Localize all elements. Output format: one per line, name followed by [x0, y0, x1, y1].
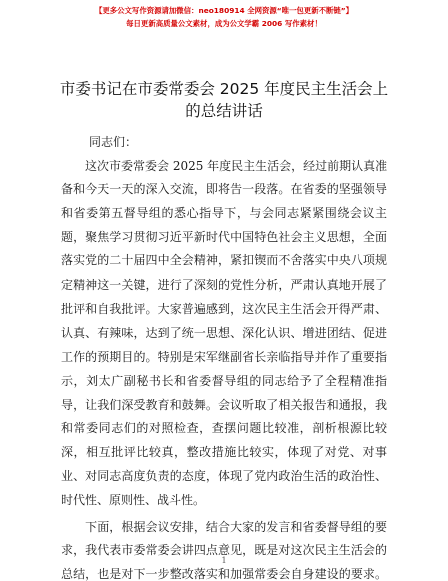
page-number: 1 — [221, 556, 227, 565]
document-title-line-2: 的总结讲话 — [185, 102, 263, 120]
body-line: 导，让我们深受教育和鼓舞。会议听取了相关报告和通报，我 — [61, 398, 388, 412]
document-title-line-1: 市委书记在市委常委会 2025 年度民主生活会上 — [59, 80, 389, 98]
body-line: 批评和自我批评。大家普遍感到，这次民主生活会开得严肃、 — [61, 302, 388, 316]
body-line: 这次市委常委会 2025 年度民主生活会，经过前期认真准 — [61, 159, 388, 173]
body-line: 工作的预期目的。特别是宋军继副省长亲临指导并作了重要指 — [61, 350, 388, 364]
body-line: 时代性、原则性、战斗性。 — [61, 493, 206, 507]
body-line: 总结，也是对下一步整改落实和加强常委会自身建设的要求。 — [61, 567, 388, 581]
body-line: 题，聚焦学习贯彻习近平新时代中国特色社会主义思想，全面 — [61, 230, 388, 244]
body-line: 深，相互批评比较真，整改措施比较实，体现了对党、对事 — [61, 445, 388, 459]
body-line: 认真、有辣味，达到了统一思想、深化认识、增进团结、促进 — [61, 326, 388, 340]
body-line: 和常委同志们的对照检查，查摆问题比较准，剖析根源比较 — [61, 421, 388, 435]
body-line: 求，我代表市委常委会讲四点意见，既是对这次民主生活会的 — [61, 543, 388, 557]
body-line: 和省委第五督导组的悉心指导下，与会同志紧紧围绕会议主 — [61, 206, 388, 220]
body-line: 下面，根据会议安排，结合大家的发言和省委督导组的要 — [61, 520, 388, 534]
promo-banner-line-1: 【更多公文写作资源请加微信：neo180914 全网资源“唯一包更新不断链”】 — [94, 6, 354, 15]
promo-banner-line-2: 每日更新高质量公文素材，成为公文学霸 2006 写作素材！ — [126, 19, 322, 28]
body-line: 定精神这一关键，进行了深刻的党性分析，严肃认真地开展了 — [61, 278, 388, 292]
body-line: 备和今天一天的深入交流，即将告一段落。在省委的坚强领导 — [61, 182, 388, 196]
body-line: 业、对同志高度负责的态度，体现了党内政治生活的政治性、 — [61, 469, 388, 483]
body-line: 落实党的二十届四中全会精神，紧扣锲而不舍落实中央八项规 — [61, 253, 388, 267]
salutation: 同志们： — [89, 135, 138, 149]
body-line: 示，刘太广副秘书长和省委督导组的同志给予了全程精准指 — [61, 374, 388, 388]
